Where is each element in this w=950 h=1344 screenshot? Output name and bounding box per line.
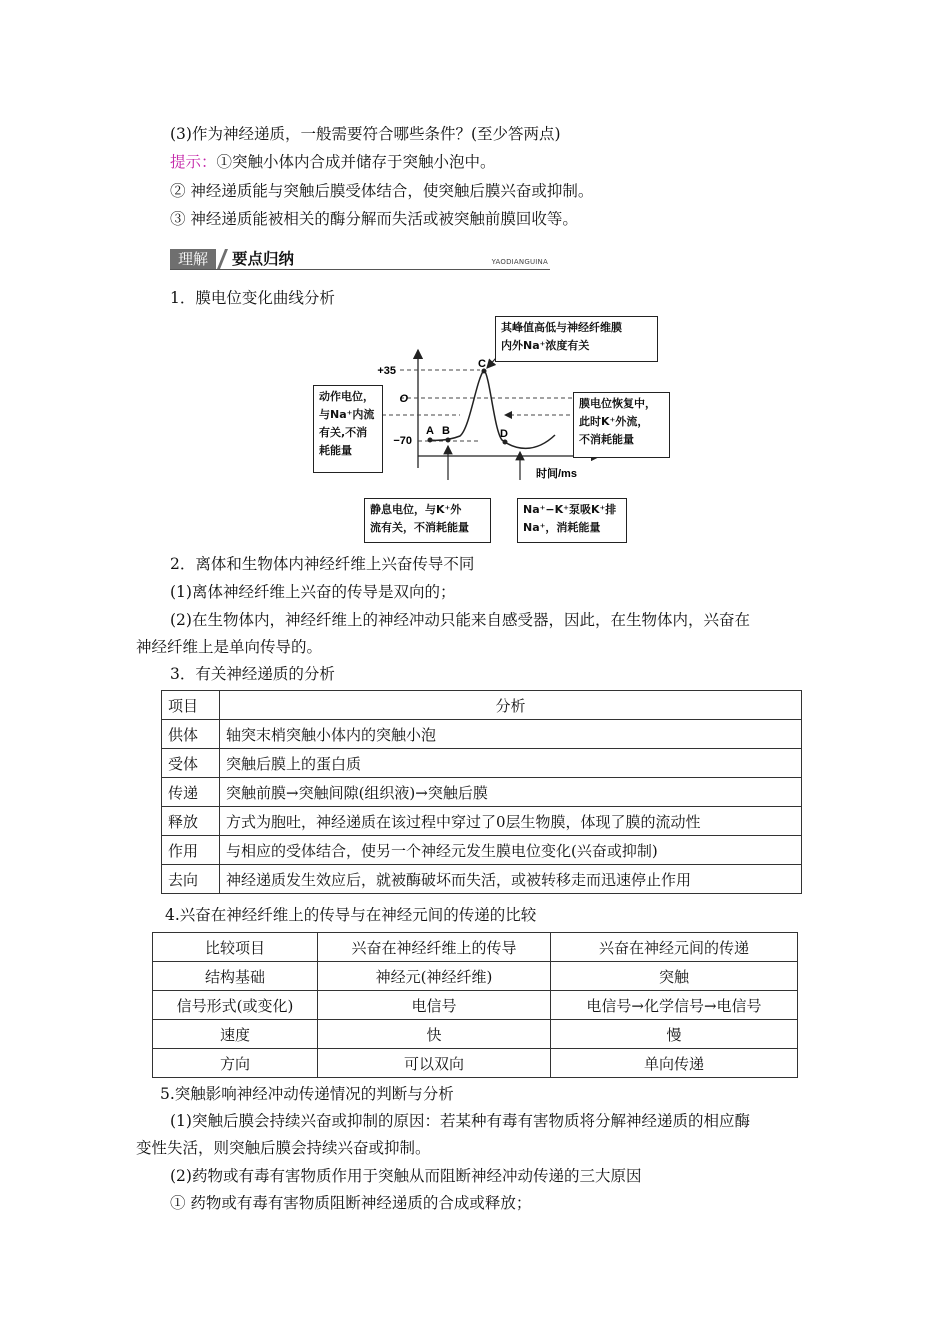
cell: 结构基础	[153, 962, 318, 991]
row-value: 突触前膜→突触间隙(组织液)→突触后膜	[220, 778, 802, 807]
x-axis-label: 时间/ms	[536, 468, 577, 480]
s5-p1b: 变性失活，则突触后膜会持续兴奋或抑制。	[136, 1139, 431, 1157]
table-row	[153, 933, 798, 962]
row-label: 释放	[162, 807, 220, 836]
row-label: 传递	[162, 778, 220, 807]
section-banner	[170, 249, 550, 271]
table-row	[162, 865, 802, 894]
s5-heading: 5.突触影响神经冲动传递情况的判断与分析	[160, 1085, 454, 1103]
table-row	[162, 807, 802, 836]
hint-line-1	[170, 152, 496, 172]
header-analysis: 分析	[220, 691, 802, 720]
row-label: 供体	[162, 720, 220, 749]
table-row	[162, 778, 802, 807]
table-row	[162, 749, 802, 778]
row-value: 与相应的受体结合，使另一个神经元发生膜电位变化(兴奋或抑制)	[220, 836, 802, 865]
neurotransmitter-table	[161, 690, 802, 894]
row-value: 方式为胞吐，神经递质在该过程中穿过了0层生物膜，体现了膜的流动性	[220, 807, 802, 836]
row-value: 突触后膜上的蛋白质	[220, 749, 802, 778]
label-a: A	[426, 425, 434, 437]
label-d: D	[500, 428, 508, 440]
header-item: 项目	[162, 691, 220, 720]
row-label: 受体	[162, 749, 220, 778]
cell: 慢	[551, 1020, 798, 1049]
s2-p2b: 神经纤维上是单向传导的。	[136, 638, 323, 656]
ytick-zero: O	[399, 393, 408, 405]
label-b: B	[442, 425, 450, 437]
box-sodium-potassium-pump: Na⁺−K⁺泵吸K⁺排 Na⁺，消耗能量	[517, 498, 627, 543]
table-row	[153, 1049, 798, 1078]
s3-heading: 3．有关神经递质的分析	[170, 665, 335, 683]
s5-p2: (2)药物或有毒有害物质作用于突触从而阻断神经冲动传递的三大原因	[170, 1167, 642, 1185]
s5-p1a: (1)突触后膜会持续兴奋或抑制的原因：若某种有毒有害物质将分解神经递质的相应酶	[170, 1112, 750, 1130]
s1-heading: 1．膜电位变化曲线分析	[170, 289, 335, 307]
box-resting-potential: 静息电位，与K⁺外 流有关，不消耗能量	[364, 498, 491, 543]
cell: 方向	[153, 1049, 318, 1078]
table-row	[153, 962, 798, 991]
point-a	[428, 438, 433, 443]
table-row	[162, 720, 802, 749]
box-action-potential: 动作电位， 与Na⁺内流 有关,不消 耗能量	[313, 385, 383, 473]
cell: 神经元(神经纤维)	[318, 962, 551, 991]
banner-title: 要点归纳	[232, 250, 295, 268]
comparison-table	[152, 932, 798, 1078]
question-3: (3)作为神经递质，一般需要符合哪些条件？(至少答两点)	[170, 125, 561, 143]
s2-p1: (1)离体神经纤维上兴奋的传导是双向的；	[170, 583, 456, 601]
cell: 突触	[551, 962, 798, 991]
point-b	[446, 438, 451, 443]
s4-heading: 4.兴奋在神经纤维上的传导与在神经元间的传递的比较	[165, 906, 537, 924]
ytick-plus35: +35	[377, 365, 396, 377]
cell: 电信号	[318, 991, 551, 1020]
cell: 信号形式(或变化)	[153, 991, 318, 1020]
hint-line-3: ③ 神经递质能被相关的酶分解而失活或被突触前膜回收等。	[170, 210, 578, 228]
banner-rule	[170, 269, 550, 270]
s2-heading: 2．离体和生物体内神经纤维上兴奋传导不同	[170, 555, 475, 573]
row-value: 轴突末梢突触小体内的突触小泡	[220, 720, 802, 749]
cell: 快	[318, 1020, 551, 1049]
cell: 可以双向	[318, 1049, 551, 1078]
table-row	[153, 991, 798, 1020]
banner-subtitle: YAODIANGUINA	[491, 258, 548, 266]
row-label: 去向	[162, 865, 220, 894]
cell: 速度	[153, 1020, 318, 1049]
hint-label: 提示：	[170, 153, 217, 171]
row-label: 作用	[162, 836, 220, 865]
cell: 兴奋在神经元间的传递	[551, 933, 798, 962]
box-peak: 其峰值高低与神经纤维膜 内外Na⁺浓度有关	[495, 316, 658, 362]
slash-icon	[214, 249, 228, 269]
row-value: 神经递质发生效应后，就被酶破坏而失活，或被转移走而迅速停止作用	[220, 865, 802, 894]
cell: 单向传递	[551, 1049, 798, 1078]
table-header-row	[162, 691, 802, 720]
cell: 比较项目	[153, 933, 318, 962]
ytick-minus70: −70	[393, 435, 412, 447]
s5-p3: ① 药物或有毒有害物质阻断神经递质的合成或释放；	[170, 1194, 532, 1212]
cell: 兴奋在神经纤维上的传导	[318, 933, 551, 962]
table-row	[153, 1020, 798, 1049]
point-d	[503, 440, 508, 445]
label-c: C	[478, 358, 486, 370]
banner-tag: 理解	[170, 249, 216, 269]
box-recovery: 膜电位恢复中， 此时K⁺外流， 不消耗能量	[573, 392, 670, 458]
s2-p2a: (2)在生物体内，神经纤维上的神经冲动只能来自感受器，因此，在生物体内，兴奋在	[170, 611, 750, 629]
hint-line-2: ② 神经递质能与突触后膜受体结合，使突触后膜兴奋或抑制。	[170, 182, 594, 200]
cell: 电信号→化学信号→电信号	[551, 991, 798, 1020]
table-row	[162, 836, 802, 865]
hint-1-text: ①突触小体内合成并储存于突触小泡中。	[216, 153, 496, 171]
